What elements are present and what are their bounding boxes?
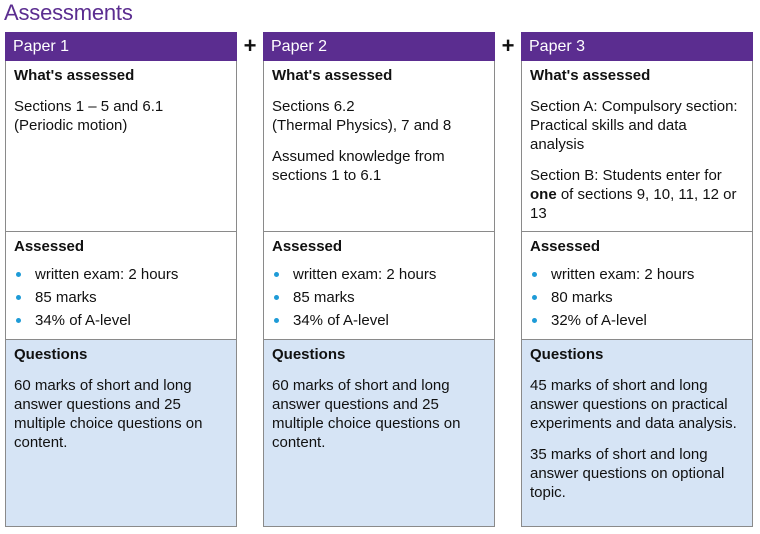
assessed-heading: Assessed xyxy=(272,238,343,255)
questions-heading: Questions xyxy=(272,346,346,363)
whats-assessed-line: (Periodic motion) xyxy=(14,117,128,134)
whats-assessed-line: Sections 6.2 xyxy=(272,98,355,115)
list-item: written exam: 2 hours xyxy=(14,265,228,284)
questions-section xyxy=(263,340,495,527)
whats-assessed-section xyxy=(263,61,495,232)
section-b-text xyxy=(530,166,744,223)
section-a-text: Section A: Compulsory section: Practical skills and data analysis xyxy=(530,98,738,153)
plus-icon: + xyxy=(243,33,257,58)
whats-assessed-extra: Assumed knowledge from sections 1 to 6.1 xyxy=(272,148,445,184)
assessed-section xyxy=(5,232,237,340)
list-item: 34% of A-level xyxy=(14,311,228,330)
assessed-section xyxy=(263,232,495,340)
questions-text: 60 marks of short and long answer questions and 25 multiple choice questions on content. xyxy=(272,377,461,451)
questions-heading: Questions xyxy=(530,346,604,363)
whats-assessed-section xyxy=(521,61,753,232)
paper-3-column xyxy=(521,32,753,527)
paper-1-column xyxy=(5,32,237,527)
list-item: written exam: 2 hours xyxy=(530,265,744,284)
questions-text: 45 marks of short and long answer questions on practical experiments and data analysis. xyxy=(530,377,737,432)
section-b-suffix: of sections 9, 10, 11, 12 or 13 xyxy=(530,186,737,222)
whats-assessed-heading: What's assessed xyxy=(530,67,651,84)
plus-icon: + xyxy=(501,33,515,58)
section-b-bold: one xyxy=(530,186,557,203)
whats-assessed-line: (Thermal Physics), 7 and 8 xyxy=(272,117,452,134)
list-item: 32% of A-level xyxy=(530,311,744,330)
questions-text: 35 marks of short and long answer questions on optional topic. xyxy=(530,446,725,501)
section-b-prefix: Section B: Students enter for xyxy=(530,167,722,184)
assessed-heading: Assessed xyxy=(530,238,601,255)
assessed-heading: Assessed xyxy=(14,238,85,255)
questions-section xyxy=(521,340,753,527)
paper-1-header: Paper 1 xyxy=(5,32,237,61)
whats-assessed-heading: What's assessed xyxy=(272,67,393,84)
list-item: written exam: 2 hours xyxy=(272,265,486,284)
assessed-section xyxy=(521,232,753,340)
whats-assessed-heading: What's assessed xyxy=(14,67,135,84)
page-title: Assessments xyxy=(4,0,133,25)
list-item: 80 marks xyxy=(530,288,744,307)
paper-2-column xyxy=(263,32,495,527)
whats-assessed-line: Sections 1 – 5 and 6.1 xyxy=(14,98,164,115)
paper-3-header: Paper 3 xyxy=(521,32,753,61)
questions-text: 60 marks of short and long answer questions and 25 multiple choice questions on content. xyxy=(14,377,203,451)
questions-heading: Questions xyxy=(14,346,88,363)
list-item: 85 marks xyxy=(272,288,486,307)
paper-2-header: Paper 2 xyxy=(263,32,495,61)
list-item: 85 marks xyxy=(14,288,228,307)
whats-assessed-section xyxy=(5,61,237,232)
list-item: 34% of A-level xyxy=(272,311,486,330)
questions-section xyxy=(5,340,237,527)
